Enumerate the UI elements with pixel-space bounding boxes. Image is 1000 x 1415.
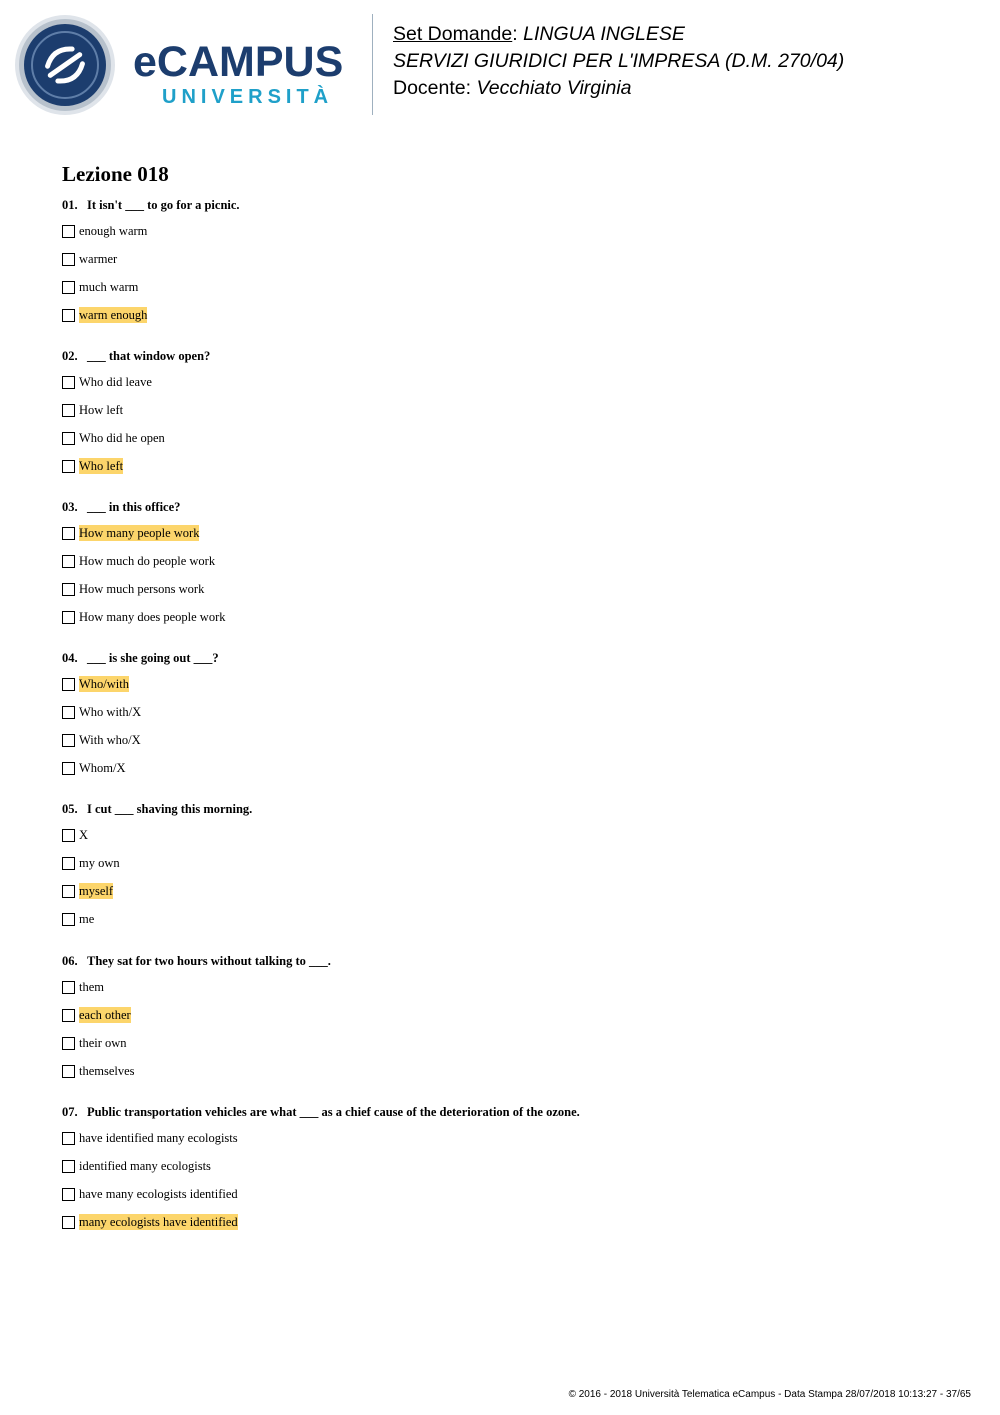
answer-checkbox[interactable] — [62, 981, 75, 994]
answer-label: me — [79, 912, 95, 926]
answer-label: have many ecologists identified — [79, 1187, 238, 1201]
answer-label: warmer — [79, 252, 118, 266]
answer-label: Who with/X — [79, 705, 142, 719]
answer-checkbox[interactable] — [62, 1160, 75, 1173]
answer-checkbox[interactable] — [62, 1065, 75, 1078]
question-block — [62, 348, 962, 473]
answer-checkbox[interactable] — [62, 404, 75, 417]
answer-checkbox[interactable] — [62, 1037, 75, 1050]
ecampus-wordmark — [133, 40, 358, 80]
correct-answer-label: Who/with — [79, 677, 129, 691]
answer-checkbox[interactable] — [62, 309, 75, 322]
answer-option[interactable] — [62, 1158, 211, 1174]
correct-answer-label: many ecologists have identified — [79, 1215, 238, 1229]
answer-option[interactable] — [62, 1007, 131, 1023]
answer-label: Whom/X — [79, 761, 126, 775]
teacher-line — [393, 75, 844, 102]
answer-option[interactable] — [62, 223, 147, 239]
answer-checkbox[interactable] — [62, 1132, 75, 1145]
answer-label: Who did leave — [79, 375, 152, 389]
question-block — [62, 499, 962, 624]
question-prompt: ___ in this office? — [87, 500, 181, 514]
answer-option[interactable] — [62, 979, 104, 995]
answer-checkbox[interactable] — [62, 611, 75, 624]
set-value: LINGUA INGLESE — [523, 23, 685, 45]
correct-answer-label: each other — [79, 1008, 131, 1022]
answer-option[interactable] — [62, 581, 204, 597]
answer-option[interactable] — [62, 553, 215, 569]
correct-answer-label: Who left — [79, 459, 124, 473]
answer-checkbox[interactable] — [62, 857, 75, 870]
question-number: 01. — [62, 198, 78, 212]
question-block — [62, 953, 962, 1078]
question-prompt: Public transportation vehicles are what ___ as a chief cause of the deterioration of the ozone. — [87, 1105, 580, 1119]
answer-option[interactable] — [62, 374, 152, 390]
answer-option[interactable] — [62, 402, 123, 418]
correct-answer-label: How many people work — [79, 526, 200, 540]
question-set-line: Set Domande: LINGUA INGLESE — [393, 23, 685, 45]
answer-label: identified many ecologists — [79, 1159, 211, 1173]
answer-option[interactable] — [62, 609, 226, 625]
answer-option[interactable] — [62, 883, 113, 899]
ecampus-badge-logo — [14, 14, 116, 116]
logo-subtitle: UNIVERSITÀ — [162, 86, 334, 108]
question-prompt: They sat for two hours without talking to ___. — [87, 954, 331, 968]
answer-label: much warm — [79, 280, 139, 294]
answer-label: How much persons work — [79, 582, 205, 596]
course-line — [393, 48, 844, 75]
header-info — [393, 21, 844, 102]
question-prompt: ___ is she going out ___? — [87, 651, 219, 665]
answer-checkbox[interactable] — [62, 829, 75, 842]
answer-option[interactable] — [62, 676, 129, 692]
answer-option[interactable] — [62, 458, 123, 474]
question-text — [62, 650, 962, 666]
answer-option[interactable] — [62, 1063, 135, 1079]
question-block — [62, 801, 962, 926]
question-block — [62, 650, 962, 775]
answer-option[interactable] — [62, 732, 141, 748]
answer-option[interactable] — [62, 1186, 238, 1202]
answer-checkbox[interactable] — [62, 555, 75, 568]
question-number: 04. — [62, 651, 78, 665]
question-text — [62, 801, 962, 817]
answer-option[interactable] — [62, 1214, 238, 1230]
answer-option[interactable] — [62, 911, 94, 927]
answer-checkbox[interactable] — [62, 432, 75, 445]
question-block — [62, 197, 962, 322]
question-number: 05. — [62, 802, 78, 816]
answer-label: X — [79, 828, 89, 842]
question-prompt: I cut ___ shaving this morning. — [87, 802, 253, 816]
question-number: 02. — [62, 349, 78, 363]
answer-label: my own — [79, 856, 120, 870]
correct-answer-label: warm enough — [79, 308, 148, 322]
answer-checkbox[interactable] — [62, 253, 75, 266]
answer-option[interactable] — [62, 855, 120, 871]
question-prompt: ___ that window open? — [87, 349, 211, 363]
answer-label: their own — [79, 1036, 127, 1050]
answer-label: With who/X — [79, 733, 141, 747]
answer-label: How much do people work — [79, 554, 216, 568]
answer-checkbox[interactable] — [62, 460, 75, 473]
answer-label: How left — [79, 403, 124, 417]
answer-checkbox[interactable] — [62, 1188, 75, 1201]
answer-option[interactable] — [62, 1035, 127, 1051]
answer-label: have identified many ecologists — [79, 1131, 238, 1145]
answer-checkbox[interactable] — [62, 913, 75, 926]
answer-label: Who did he open — [79, 431, 165, 445]
answer-option[interactable] — [62, 279, 138, 295]
set-label: Set Domande — [393, 23, 513, 45]
answer-option[interactable] — [62, 704, 141, 720]
answer-checkbox[interactable] — [62, 281, 75, 294]
answer-label: enough warm — [79, 224, 148, 238]
question-text — [62, 348, 962, 364]
header-divider — [372, 14, 373, 115]
question-number: 03. — [62, 500, 78, 514]
answer-label: How many does people work — [79, 610, 226, 624]
answer-option[interactable] — [62, 760, 126, 776]
correct-answer-label: myself — [79, 884, 114, 898]
course-name: SERVIZI GIURIDICI PER L'IMPRESA (D.M. 270/04) — [393, 50, 845, 72]
answer-option[interactable] — [62, 827, 88, 843]
answer-option[interactable] — [62, 307, 147, 323]
question-block — [62, 1104, 962, 1229]
answer-checkbox[interactable] — [62, 762, 75, 775]
answer-label: them — [79, 980, 104, 994]
question-number: 06. — [62, 954, 78, 968]
answer-option[interactable] — [62, 1130, 238, 1146]
question-text — [62, 1104, 962, 1120]
answer-checkbox[interactable] — [62, 1216, 75, 1229]
lesson-title: Lezione 018 — [62, 162, 169, 186]
question-text — [62, 197, 962, 213]
answer-label: themselves — [79, 1064, 135, 1078]
teacher-label: Docente: — [393, 77, 472, 99]
teacher-name: Vecchiato Virginia — [476, 77, 632, 99]
answer-checkbox[interactable] — [62, 734, 75, 747]
answer-checkbox[interactable] — [62, 376, 75, 389]
logo-text: eCAMPUS — [133, 40, 344, 80]
question-number: 07. — [62, 1105, 78, 1119]
answer-checkbox[interactable] — [62, 225, 75, 238]
page-footer: © 2016 - 2018 Università Telematica eCampus - Data Stampa 28/07/2018 10:13:27 - 37/65 — [568, 1389, 971, 1400]
question-text — [62, 953, 962, 969]
answer-option[interactable] — [62, 525, 199, 541]
answer-option[interactable] — [62, 251, 117, 267]
answer-checkbox[interactable] — [62, 678, 75, 691]
answer-option[interactable] — [62, 430, 165, 446]
page-header — [0, 0, 1000, 130]
answer-checkbox[interactable] — [62, 885, 75, 898]
answer-checkbox[interactable] — [62, 1009, 75, 1022]
answer-checkbox[interactable] — [62, 706, 75, 719]
answer-checkbox[interactable] — [62, 583, 75, 596]
question-prompt: It isn't ___ to go for a picnic. — [87, 198, 240, 212]
question-text — [62, 499, 962, 515]
answer-checkbox[interactable] — [62, 527, 75, 540]
